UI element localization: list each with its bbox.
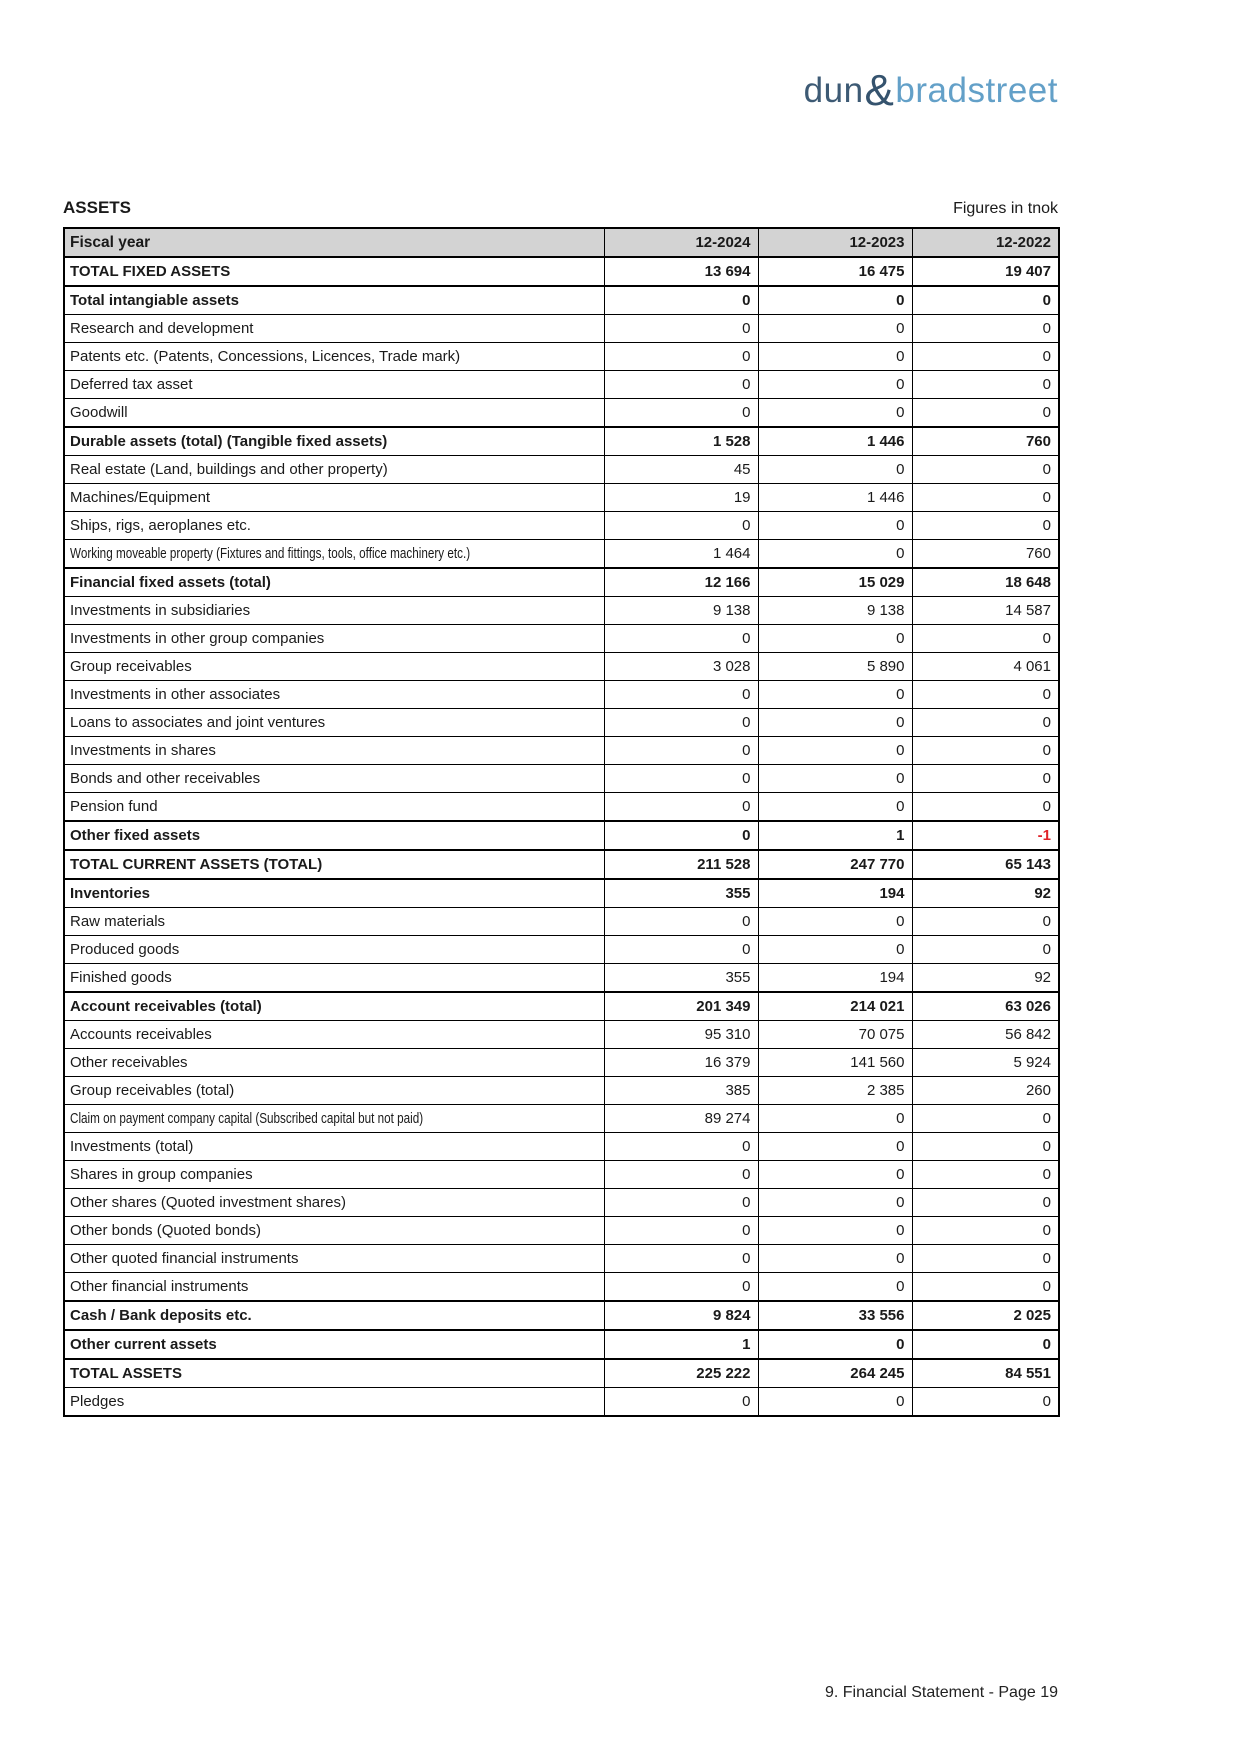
row-label-text: Finished goods — [70, 969, 172, 986]
logo-text-dun: dun — [803, 71, 864, 110]
row-label — [64, 964, 604, 993]
value-cell: 0 — [604, 936, 758, 964]
row-label-text: TOTAL ASSETS — [70, 1365, 182, 1382]
table-row — [64, 737, 1059, 765]
value-cell: 0 — [604, 1133, 758, 1161]
value-cell: 89 274 — [604, 1105, 758, 1133]
value-cell: 0 — [604, 286, 758, 315]
value-cell: 0 — [912, 371, 1059, 399]
row-label-text: Accounts receivables — [70, 1026, 212, 1043]
value-cell: 9 138 — [758, 597, 912, 625]
value-cell: 92 — [912, 879, 1059, 908]
table-row — [64, 1049, 1059, 1077]
row-label — [64, 1301, 604, 1330]
value-cell: 0 — [758, 936, 912, 964]
value-cell: 0 — [758, 681, 912, 709]
value-cell: 0 — [758, 315, 912, 343]
value-cell: 0 — [912, 512, 1059, 540]
table-header-row — [64, 228, 1059, 257]
value-cell: 0 — [758, 540, 912, 569]
value-cell: 0 — [604, 1388, 758, 1417]
value-cell: 1 464 — [604, 540, 758, 569]
value-cell: 63 026 — [912, 992, 1059, 1021]
row-label — [64, 1388, 604, 1417]
table-row — [64, 625, 1059, 653]
value-cell: 0 — [758, 1388, 912, 1417]
value-cell: 0 — [912, 456, 1059, 484]
value-cell: 0 — [758, 765, 912, 793]
value-cell: 19 — [604, 484, 758, 512]
value-cell: 3 028 — [604, 653, 758, 681]
value-cell: 355 — [604, 879, 758, 908]
table-row — [64, 257, 1059, 286]
value-cell: 9 824 — [604, 1301, 758, 1330]
row-label-text: Produced goods — [70, 941, 180, 958]
row-label — [64, 709, 604, 737]
table-row — [64, 653, 1059, 681]
table-row — [64, 1359, 1059, 1388]
value-cell: 19 407 — [912, 257, 1059, 286]
row-label — [64, 992, 604, 1021]
table-row — [64, 540, 1059, 569]
value-cell: 0 — [912, 343, 1059, 371]
section-title: ASSETS — [63, 198, 132, 217]
value-cell: 2 385 — [758, 1077, 912, 1105]
table-row — [64, 765, 1059, 793]
table-row — [64, 1189, 1059, 1217]
value-cell: 0 — [758, 456, 912, 484]
row-label-text: Machines/Equipment — [70, 489, 211, 506]
value-cell: 0 — [604, 512, 758, 540]
value-cell: 385 — [604, 1077, 758, 1105]
row-label-text: Group receivables — [70, 658, 192, 675]
value-cell: 45 — [604, 456, 758, 484]
value-cell: 225 222 — [604, 1359, 758, 1388]
row-label — [64, 1245, 604, 1273]
value-cell: 0 — [758, 286, 912, 315]
row-label — [64, 1217, 604, 1245]
row-label-text: Inventories — [70, 885, 151, 902]
row-label-text: Ships, rigs, aeroplanes etc. — [70, 517, 251, 534]
logo-text-bradstreet: bradstreet — [895, 71, 1058, 110]
row-label-text: Other fixed assets — [70, 827, 201, 844]
value-cell: 141 560 — [758, 1049, 912, 1077]
figures-unit-note: Figures in tnok — [953, 200, 1058, 217]
row-label — [64, 1330, 604, 1359]
row-label-text: Shares in group companies — [70, 1166, 253, 1183]
row-label — [64, 936, 604, 964]
table-row — [64, 793, 1059, 822]
table-row — [64, 1105, 1059, 1133]
row-label — [64, 1049, 604, 1077]
value-cell: 260 — [912, 1077, 1059, 1105]
value-cell: 214 021 — [758, 992, 912, 1021]
value-cell: 201 349 — [604, 992, 758, 1021]
row-label-text: Other receivables — [70, 1054, 188, 1071]
value-cell: 5 890 — [758, 653, 912, 681]
row-label — [64, 681, 604, 709]
row-label — [64, 1133, 604, 1161]
value-cell: 0 — [604, 625, 758, 653]
table-row — [64, 597, 1059, 625]
value-cell: 0 — [604, 1245, 758, 1273]
row-label-text: TOTAL FIXED ASSETS — [70, 263, 231, 280]
value-cell: 1 528 — [604, 427, 758, 456]
row-label-text: Deferred tax asset — [70, 376, 193, 393]
row-label — [64, 512, 604, 540]
value-cell: 0 — [912, 1105, 1059, 1133]
value-cell: 0 — [604, 1189, 758, 1217]
value-cell: 0 — [758, 1189, 912, 1217]
value-cell: 0 — [604, 737, 758, 765]
table-row — [64, 1133, 1059, 1161]
row-label-text: Goodwill — [70, 404, 128, 421]
logo-ampersand-icon: & — [864, 66, 895, 115]
value-cell: 264 245 — [758, 1359, 912, 1388]
value-cell: 9 138 — [604, 597, 758, 625]
dun-bradstreet-logo — [804, 66, 1058, 113]
row-label-text: Loans to associates and joint ventures — [70, 714, 326, 731]
value-cell: 0 — [912, 286, 1059, 315]
value-cell: 0 — [912, 1388, 1059, 1417]
table-row — [64, 1245, 1059, 1273]
table-row — [64, 1388, 1059, 1417]
value-cell: 760 — [912, 540, 1059, 569]
value-cell: 0 — [912, 737, 1059, 765]
value-cell: 0 — [912, 681, 1059, 709]
row-label — [64, 568, 604, 597]
table-row — [64, 992, 1059, 1021]
row-label — [64, 737, 604, 765]
row-label — [64, 879, 604, 908]
value-cell: 16 379 — [604, 1049, 758, 1077]
table-row — [64, 1330, 1059, 1359]
value-cell: 0 — [604, 908, 758, 936]
row-label-text: Investments in other associates — [70, 686, 281, 703]
value-cell: 0 — [758, 1133, 912, 1161]
value-cell: 1 — [604, 1330, 758, 1359]
row-label-text: Cash / Bank deposits etc. — [70, 1307, 252, 1324]
value-cell: 2 025 — [912, 1301, 1059, 1330]
value-cell: 0 — [912, 1330, 1059, 1359]
value-cell: 16 475 — [758, 257, 912, 286]
table-row — [64, 936, 1059, 964]
value-cell: 18 648 — [912, 568, 1059, 597]
value-cell: 70 075 — [758, 1021, 912, 1049]
table-row — [64, 315, 1059, 343]
table-row — [64, 1021, 1059, 1049]
row-label — [64, 653, 604, 681]
table-title-line — [63, 198, 1058, 218]
table-row — [64, 1161, 1059, 1189]
value-cell: 0 — [758, 1273, 912, 1302]
value-cell: 5 924 — [912, 1049, 1059, 1077]
value-cell: 13 694 — [604, 257, 758, 286]
row-label — [64, 765, 604, 793]
table-row — [64, 709, 1059, 737]
row-label — [64, 597, 604, 625]
value-cell: 0 — [758, 1330, 912, 1359]
value-cell: 0 — [912, 709, 1059, 737]
row-label-text: Raw materials — [70, 913, 166, 930]
assets-table-body — [64, 257, 1059, 1416]
table-row — [64, 1301, 1059, 1330]
row-label — [64, 343, 604, 371]
value-cell: 0 — [604, 343, 758, 371]
table-row — [64, 456, 1059, 484]
value-cell: 4 061 — [912, 653, 1059, 681]
row-label — [64, 257, 604, 286]
row-label-text: Investments in other group companies — [70, 630, 325, 647]
value-cell: 0 — [604, 709, 758, 737]
value-cell: 0 — [604, 765, 758, 793]
table-row — [64, 512, 1059, 540]
value-cell: 0 — [604, 1161, 758, 1189]
value-cell: 211 528 — [604, 850, 758, 879]
row-label-text: TOTAL CURRENT ASSETS (TOTAL) — [70, 856, 323, 873]
value-cell: 0 — [758, 908, 912, 936]
value-cell: 0 — [912, 1189, 1059, 1217]
table-row — [64, 1077, 1059, 1105]
table-row — [64, 286, 1059, 315]
table-row — [64, 1217, 1059, 1245]
value-cell: 0 — [912, 1217, 1059, 1245]
row-label-text: Working moveable property (Fixtures and fittings, tools, office machinery etc.) — [70, 545, 471, 562]
value-cell: 0 — [758, 793, 912, 822]
value-cell: 0 — [912, 936, 1059, 964]
row-label-text: Claim on payment company capital (Subscribed capital but not paid) — [70, 1110, 424, 1127]
value-cell: 0 — [912, 399, 1059, 428]
row-label — [64, 371, 604, 399]
value-cell: 0 — [758, 1105, 912, 1133]
row-label — [64, 286, 604, 315]
value-cell: -1 — [912, 821, 1059, 850]
table-row — [64, 821, 1059, 850]
table-row — [64, 1273, 1059, 1302]
value-cell: 0 — [758, 1217, 912, 1245]
table-row — [64, 879, 1059, 908]
row-label-text: Total intangiable assets — [70, 292, 239, 309]
value-cell: 0 — [758, 1161, 912, 1189]
value-cell: 0 — [912, 484, 1059, 512]
row-label-text: Group receivables (total) — [70, 1082, 235, 1099]
value-cell: 0 — [758, 625, 912, 653]
value-cell: 0 — [912, 1133, 1059, 1161]
value-cell: 0 — [604, 399, 758, 428]
value-cell: 0 — [912, 765, 1059, 793]
value-cell: 56 842 — [912, 1021, 1059, 1049]
row-label — [64, 1077, 604, 1105]
row-label-text: Pension fund — [70, 798, 158, 815]
value-cell: 0 — [604, 821, 758, 850]
value-cell: 0 — [758, 709, 912, 737]
year-column-header-2023: 12-2023 — [758, 228, 912, 257]
row-label-text: Pledges — [70, 1393, 125, 1410]
row-label-text: Bonds and other receivables — [70, 770, 261, 787]
value-cell: 15 029 — [758, 568, 912, 597]
row-label-text: Account receivables (total) — [70, 998, 262, 1015]
table-row — [64, 850, 1059, 879]
row-label-text: Real estate (Land, buildings and other property) — [70, 461, 388, 478]
row-label — [64, 1189, 604, 1217]
table-row — [64, 908, 1059, 936]
page-footer: 9. Financial Statement - Page 19 — [824, 1684, 1058, 1701]
value-cell: 0 — [912, 1273, 1059, 1302]
value-cell: 0 — [604, 315, 758, 343]
value-cell: 0 — [758, 737, 912, 765]
value-cell: 760 — [912, 427, 1059, 456]
value-cell: 1 446 — [758, 427, 912, 456]
row-label-text: Other current assets — [70, 1336, 217, 1353]
value-cell: 1 446 — [758, 484, 912, 512]
value-cell: 194 — [758, 879, 912, 908]
value-cell: 194 — [758, 964, 912, 993]
row-label — [64, 456, 604, 484]
row-label — [64, 1161, 604, 1189]
row-label — [64, 625, 604, 653]
row-label-text: Other shares (Quoted investment shares) — [70, 1194, 346, 1211]
row-label-text: Investments (total) — [70, 1138, 194, 1155]
value-cell: 0 — [912, 1161, 1059, 1189]
row-label — [64, 484, 604, 512]
row-label — [64, 1359, 604, 1388]
fiscal-year-header: Fiscal year — [64, 228, 604, 257]
row-label — [64, 1021, 604, 1049]
value-cell: 0 — [758, 343, 912, 371]
assets-table — [63, 227, 1060, 1417]
value-cell: 0 — [758, 512, 912, 540]
row-label — [64, 1273, 604, 1302]
row-label-text: Other financial instruments — [70, 1278, 249, 1295]
value-cell: 0 — [604, 793, 758, 822]
table-row — [64, 568, 1059, 597]
table-row — [64, 681, 1059, 709]
row-label-text: Investments in shares — [70, 742, 216, 759]
value-cell: 0 — [604, 681, 758, 709]
row-label — [64, 427, 604, 456]
row-label-text: Financial fixed assets (total) — [70, 574, 271, 591]
table-row — [64, 371, 1059, 399]
value-cell: 33 556 — [758, 1301, 912, 1330]
table-row — [64, 343, 1059, 371]
value-cell: 14 587 — [912, 597, 1059, 625]
value-cell: 0 — [604, 1273, 758, 1302]
row-label — [64, 821, 604, 850]
year-column-header-2024: 12-2024 — [604, 228, 758, 257]
row-label-text: Other bonds (Quoted bonds) — [70, 1222, 261, 1239]
value-cell: 65 143 — [912, 850, 1059, 879]
table-row — [64, 964, 1059, 993]
value-cell: 0 — [604, 1217, 758, 1245]
row-label — [64, 850, 604, 879]
value-cell: 0 — [912, 908, 1059, 936]
row-label — [64, 315, 604, 343]
row-label-text: Research and development — [70, 320, 254, 337]
value-cell: 355 — [604, 964, 758, 993]
value-cell: 0 — [758, 1245, 912, 1273]
row-label-text: Other quoted financial instruments — [70, 1250, 299, 1267]
table-row — [64, 484, 1059, 512]
row-label — [64, 399, 604, 428]
row-label-text: Patents etc. (Patents, Concessions, Licences, Trade mark) — [70, 348, 461, 365]
value-cell: 95 310 — [604, 1021, 758, 1049]
value-cell: 84 551 — [912, 1359, 1059, 1388]
row-label — [64, 1105, 604, 1133]
value-cell: 247 770 — [758, 850, 912, 879]
table-row — [64, 399, 1059, 428]
value-cell: 12 166 — [604, 568, 758, 597]
row-label-text: Investments in subsidiaries — [70, 602, 251, 619]
year-column-header-2022: 12-2022 — [912, 228, 1059, 257]
value-cell: 0 — [912, 625, 1059, 653]
row-label-text: Durable assets (total) (Tangible fixed assets) — [70, 433, 388, 450]
value-cell: 0 — [912, 1245, 1059, 1273]
value-cell: 0 — [758, 399, 912, 428]
value-cell: 0 — [912, 315, 1059, 343]
table-row — [64, 427, 1059, 456]
value-cell: 92 — [912, 964, 1059, 993]
value-cell: 0 — [604, 371, 758, 399]
value-cell: 0 — [912, 793, 1059, 822]
row-label — [64, 793, 604, 822]
row-label — [64, 908, 604, 936]
row-label — [64, 540, 604, 569]
value-cell: 1 — [758, 821, 912, 850]
value-cell: 0 — [758, 371, 912, 399]
